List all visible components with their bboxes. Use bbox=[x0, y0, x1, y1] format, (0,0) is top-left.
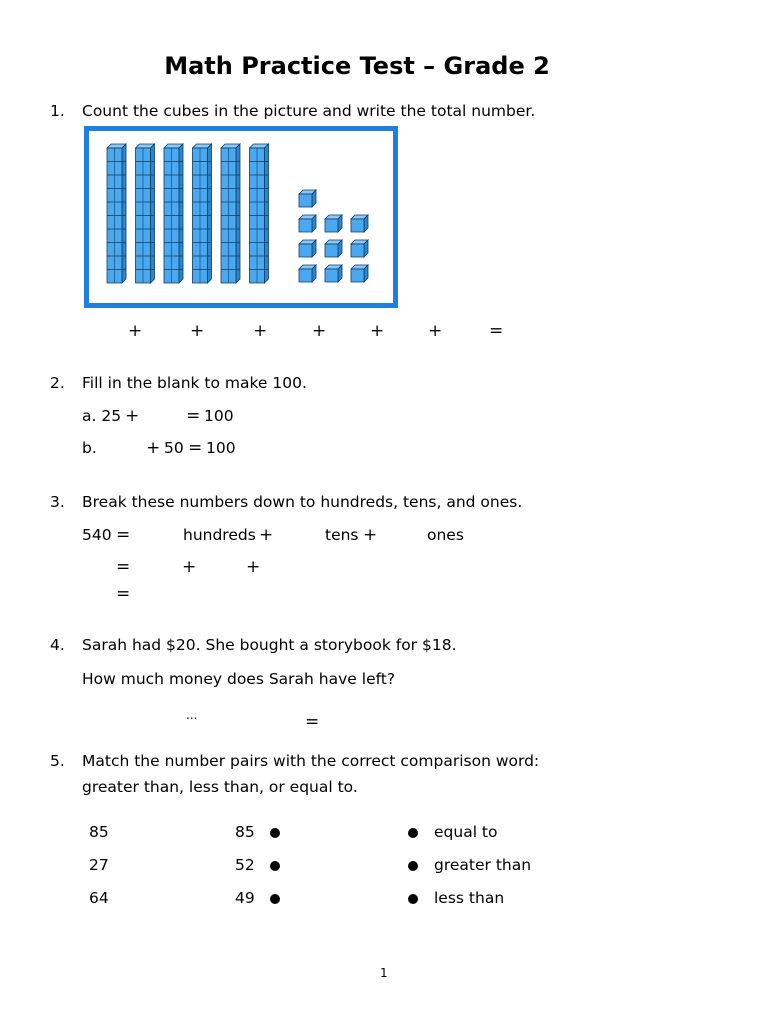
unit-cube bbox=[351, 240, 368, 257]
match-dot-right-1[interactable] bbox=[408, 828, 418, 838]
q2b-value: 50 bbox=[164, 439, 184, 457]
q1-equals: = bbox=[489, 321, 504, 341]
q1-plus-3: + bbox=[253, 321, 268, 341]
q4-equals: = bbox=[305, 712, 320, 732]
q4-line2: How much money does Sarah have left? bbox=[82, 670, 396, 688]
pair-3-left: 64 bbox=[89, 889, 109, 907]
q1-text: Count the cubes in the picture and write the total number. bbox=[82, 102, 536, 120]
unit-cube bbox=[325, 240, 342, 257]
unit-cube bbox=[325, 215, 342, 232]
q2-text: Fill in the blank to make 100. bbox=[82, 374, 307, 392]
q3-line2-equals: = bbox=[116, 557, 131, 577]
cube-picture bbox=[84, 126, 400, 308]
q3-plus-2: + bbox=[363, 525, 378, 545]
q1-plus-6: + bbox=[428, 321, 443, 341]
tens-rod bbox=[221, 144, 240, 283]
page-number: 1 bbox=[380, 966, 388, 980]
picture-frame bbox=[87, 129, 396, 306]
q5-line1: Match the number pairs with the correct comparison word: bbox=[82, 752, 540, 770]
unit-cube bbox=[351, 215, 368, 232]
unit-cube bbox=[299, 240, 316, 257]
tens-rod bbox=[107, 144, 126, 283]
match-dot-left-1[interactable] bbox=[270, 828, 280, 838]
q1-plus-4: + bbox=[312, 321, 327, 341]
q3-hundreds-label: hundreds bbox=[183, 526, 256, 544]
q3-tens-label: tens bbox=[325, 526, 359, 544]
q3-equals: = bbox=[116, 525, 131, 545]
q4-number: 4. bbox=[50, 636, 65, 654]
q2a-equals: = bbox=[186, 406, 201, 426]
q5-line2: greater than, less than, or equal to. bbox=[82, 778, 358, 796]
match-dot-left-2[interactable] bbox=[270, 861, 280, 871]
word-1: equal to bbox=[434, 823, 498, 841]
tens-rod bbox=[136, 144, 155, 283]
q3-text: Break these numbers down to hundreds, tens, and ones. bbox=[82, 493, 523, 511]
q4-ellipsis: ... bbox=[186, 708, 198, 722]
q2b-plus: + bbox=[146, 438, 161, 458]
tens-rod bbox=[250, 144, 269, 283]
q2b-result: 100 bbox=[206, 439, 236, 457]
word-2: greater than bbox=[434, 856, 532, 874]
tens-rod bbox=[193, 144, 212, 283]
unit-cube bbox=[299, 215, 316, 232]
match-dot-right-3[interactable] bbox=[408, 894, 418, 904]
unit-cube bbox=[325, 265, 342, 282]
q3-plus-1: + bbox=[259, 525, 274, 545]
q3-line3-equals: = bbox=[116, 584, 131, 604]
q2a-plus: + bbox=[125, 406, 140, 426]
pair-1-right: 85 bbox=[235, 823, 255, 841]
q2a-label: a. 25 bbox=[82, 407, 122, 425]
q2b-equals: = bbox=[188, 438, 203, 458]
pair-3-right: 49 bbox=[235, 889, 255, 907]
q3-line2-plus-1: + bbox=[182, 557, 197, 577]
match-dot-right-2[interactable] bbox=[408, 861, 418, 871]
tens-rod bbox=[164, 144, 183, 283]
pair-1-left: 85 bbox=[89, 823, 109, 841]
word-3: less than bbox=[434, 889, 505, 907]
q3-value: 540 bbox=[82, 526, 112, 544]
q3-number: 3. bbox=[50, 493, 65, 511]
q2b-label: b. bbox=[82, 439, 97, 457]
unit-cube bbox=[351, 265, 368, 282]
q4-line1: Sarah had $20. She bought a storybook for $18. bbox=[82, 636, 457, 654]
page-title: Math Practice Test – Grade 2 bbox=[164, 52, 550, 80]
q3-ones-label: ones bbox=[427, 526, 464, 544]
pair-2-right: 52 bbox=[235, 856, 255, 874]
match-dot-left-3[interactable] bbox=[270, 894, 280, 904]
q1-plus-2: + bbox=[190, 321, 205, 341]
pair-2-left: 27 bbox=[89, 856, 109, 874]
q1-plus-5: + bbox=[370, 321, 385, 341]
q5-number: 5. bbox=[50, 752, 65, 770]
q1-plus-1: + bbox=[128, 321, 143, 341]
q3-line2-plus-2: + bbox=[246, 557, 261, 577]
q2-number: 2. bbox=[50, 374, 65, 392]
q2a-result: 100 bbox=[204, 407, 234, 425]
unit-cube bbox=[299, 265, 316, 282]
q1-number: 1. bbox=[50, 102, 65, 120]
unit-cube bbox=[299, 190, 316, 207]
